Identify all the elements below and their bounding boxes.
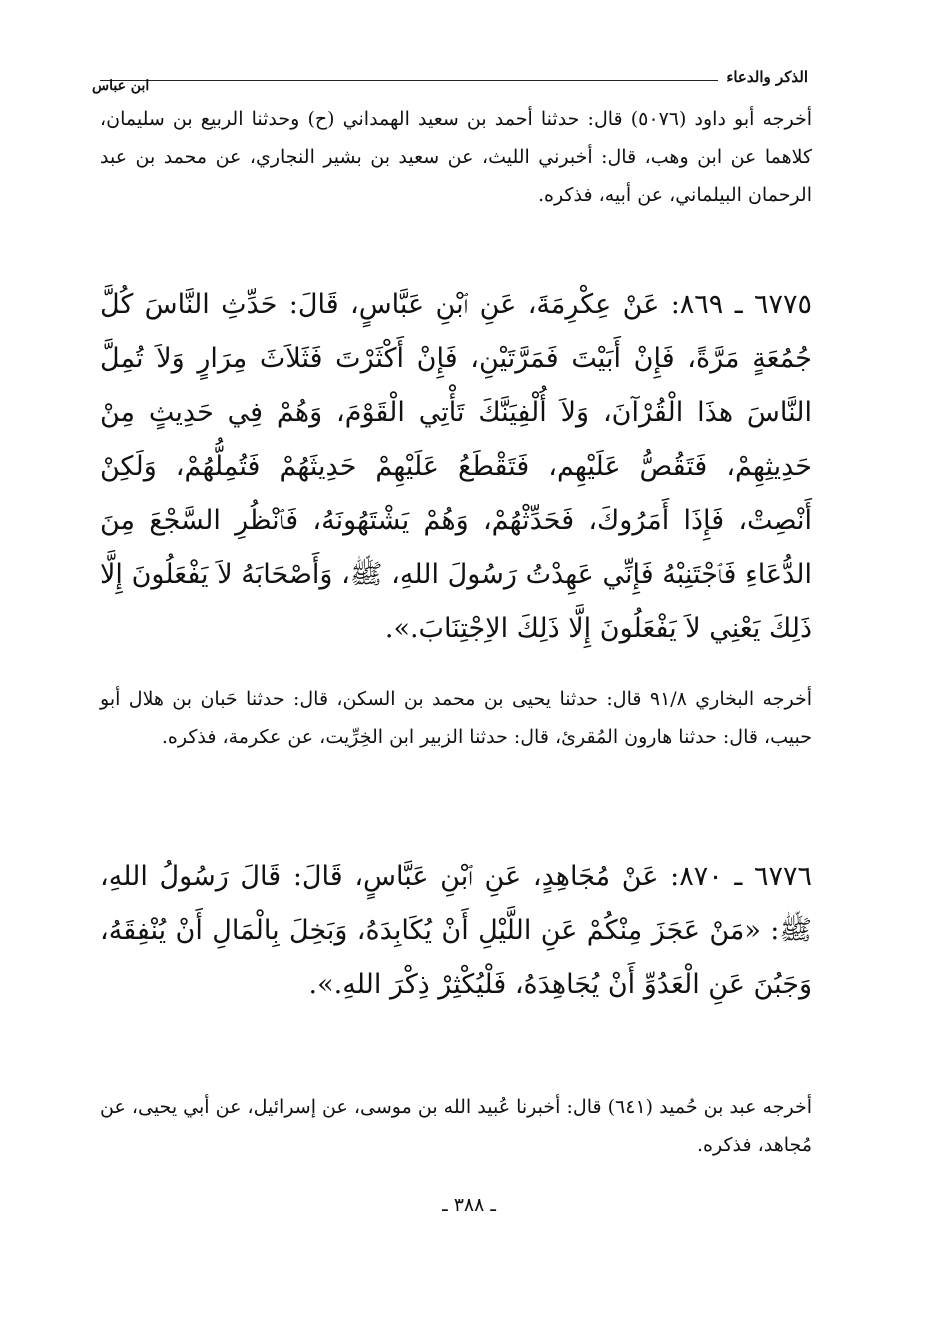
takhrij-note: أخرجه عبد بن حُميد (٦٤١) قال: أخبرنا عُبيد الله بن موسى، عن إسرائيل، عن أبي يحيى، عن مُجاهد، فذكره. [100, 1096, 812, 1156]
narrator-name: ابن عباس [92, 78, 150, 94]
takhrij-note: أخرجه البخاري ٩١/٨ قال: حدثنا يحيى بن محمد بن السكن، قال: حدثنا حَبان بن هلال أبو حبيب، قال: حدثنا هارون المُقرئ، قال: حدثنا الزبير ابن الخِرِّيت، عن عكرمة، فذكره. [100, 688, 813, 748]
page-number: ـ ٣٨٨ ـ [442, 1194, 496, 1216]
running-header [92, 60, 808, 94]
takhrij-note: أخرجه أبو داود (٥٠٧٦) قال: حدثنا أحمد بن سعيد الهمداني (ح) وحدثنا الربيع بن سليمان، كلاهما عن ابن وهب، قال: أخبرني الليث، عن سعيد بن بشير النجاري، عن محمد بن عبد الرحمان البيلماني، عن أبيه، فذكره. [100, 108, 812, 206]
header-rule [100, 80, 718, 81]
section-title: الذكر والدعاء [726, 68, 808, 86]
hadith-text: ٦٧٧٦ ـ ٨٧٠: عَنْ مُجَاهِدٍ، عَنِ ٱبْنِ عَبَّاسٍ، قَالَ: قَالَ رَسُولُ اللهِ، ﷺ: «مَنْ عَجَزَ مِنْكُمْ عَنِ اللَّيْلِ أَنْ يُكَابِدَهُ، وَبَخِلَ بِالْمَالِ أَنْ يُنْفِقَهُ، وَجَبُنَ عَنِ الْعَدُوِّ أَنْ يُجَاهِدَهُ، فَلْيُكْثِرْ ذِكْرَ اللهِ.». [100, 861, 812, 1000]
hadith-text: ٦٧٧٥ ـ ٨٦٩: عَنْ عِكْرِمَةَ، عَنِ ٱبْنِ عَبَّاسٍ، قَالَ: حَدِّثِ النَّاسَ كُلَّ جُمُعَةٍ مَرَّةً، فَإِنْ أَبَيْتَ فَمَرَّتَيْنِ، فَإِنْ أَكْثَرْتَ فَثَلاَثَ مِرَارٍ وَلاَ تُمِلَّ النَّاسَ هذَا الْقُرْآنَ، وَلاَ أُلْفِيَنَّكَ تَأْتِي الْقَوْمَ، وَهُمْ فِي حَدِيثٍ مِنْ حَدِيثِهِمْ، فَتَقُصُّ عَلَيْهِم، فَتَقْطَعُ عَلَيْهِمْ حَدِيثَهُمْ فَتُمِلُّهُمْ، وَلَكِنْ أَنْصِتْ، فَإِذَا أَمَرُوكَ، فَحَدِّثْهُمْ، وَهُمْ يَشْتَهُونَهُ، فَٱنْظُرِ السَّجْعَ مِنَ الدُّعَاءِ فَٱجْتَنِبْهُ فَإِنِّي عَهِدْتُ رَسُولَ اللهِ، ﷺ، وَأَصْحَابَهُ لاَ يَفْعَلُونَ إِلَّا ذَلِكَ يَعْنِي لاَ يَفْعَلُونَ إِلَّا ذَلِكَ الاِجْتِنَابَ.». [100, 289, 812, 644]
